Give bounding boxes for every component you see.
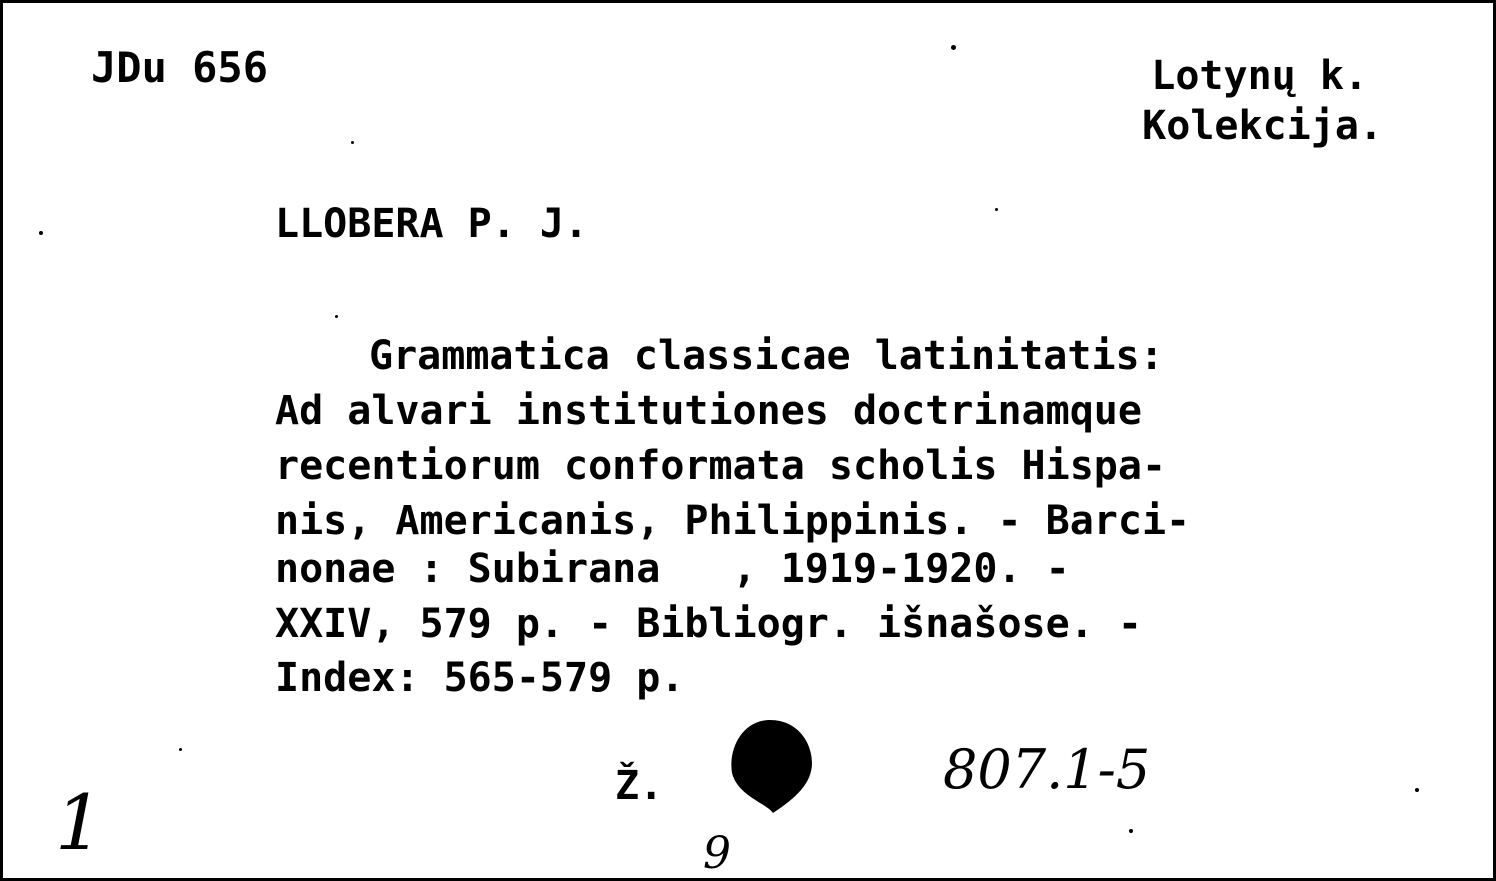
speck [351,141,354,144]
author-heading: LLOBERA P. J. [275,201,589,247]
speck [39,231,43,235]
speck [179,748,182,751]
speck [1415,788,1419,792]
description-line: nonae : Subirana , 1919-1920. - [275,546,1070,592]
z-mark: Ž. [615,763,664,809]
collection-note: Kolekcija. [1142,103,1383,149]
speck [995,208,998,211]
description-line: Ad alvari institutiones doctrinamque [275,388,1142,434]
shelf-number: 807.1-5 [943,738,1151,801]
small-handwritten-mark: 9 [703,828,731,879]
language-note: Lotynų k. [1151,53,1368,99]
speck [1129,829,1133,833]
description-line: Grammatica classicae latinitatis: [369,333,1164,379]
description-line: recentiorum conformata scholis Hispa- [275,443,1167,489]
description-line: nis, Americanis, Philippinis. - Barci- [275,498,1191,544]
punched-hole-mark [728,718,813,813]
speck [335,315,338,318]
description-line: Index: 565-579 p. [275,655,685,701]
call-number: JDu 656 [91,43,269,92]
speck [951,45,956,50]
description-line: XXIV, 579 p. - Bibliogr. išnašose. - [275,601,1142,647]
copy-number: 1 [55,778,104,867]
